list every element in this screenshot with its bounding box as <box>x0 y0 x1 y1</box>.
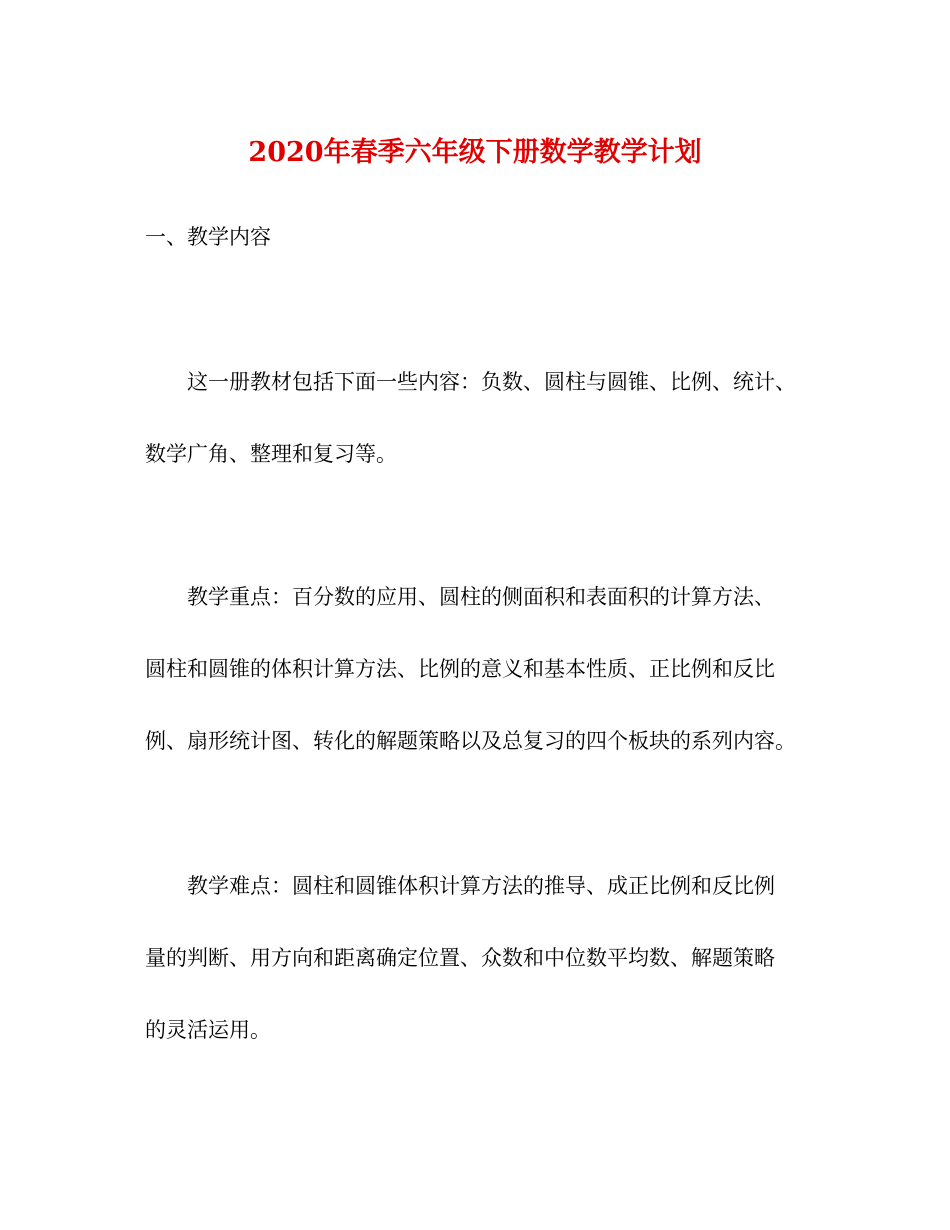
difficulties-paragraph-line-2: 量的判断、用方向和距离确定位置、众数和中位数平均数、解题策略 <box>145 946 775 970</box>
content-paragraph-line-1: 这一册教材包括下面一些内容：负数、圆柱与圆锥、比例、统计、 <box>187 370 796 394</box>
content-paragraph-line-2: 数学广角、整理和复习等。 <box>145 442 397 466</box>
key-points-paragraph-line-3: 例、扇形统计图、转化的解题策略以及总复习的四个板块的系列内容。 <box>145 729 796 753</box>
document-title: 2020年春季六年级下册数学教学计划 <box>248 137 702 168</box>
key-points-paragraph-line-2: 圆柱和圆锥的体积计算方法、比例的意义和基本性质、正比例和反比 <box>145 657 775 681</box>
section-heading: 一、教学内容 <box>145 225 271 249</box>
difficulties-paragraph-line-3: 的灵活运用。 <box>145 1018 271 1042</box>
key-points-paragraph-line-1: 教学重点：百分数的应用、圆柱的侧面积和表面积的计算方法、 <box>187 585 775 609</box>
difficulties-paragraph-line-1: 教学难点：圆柱和圆锥体积计算方法的推导、成正比例和反比例 <box>187 874 775 898</box>
